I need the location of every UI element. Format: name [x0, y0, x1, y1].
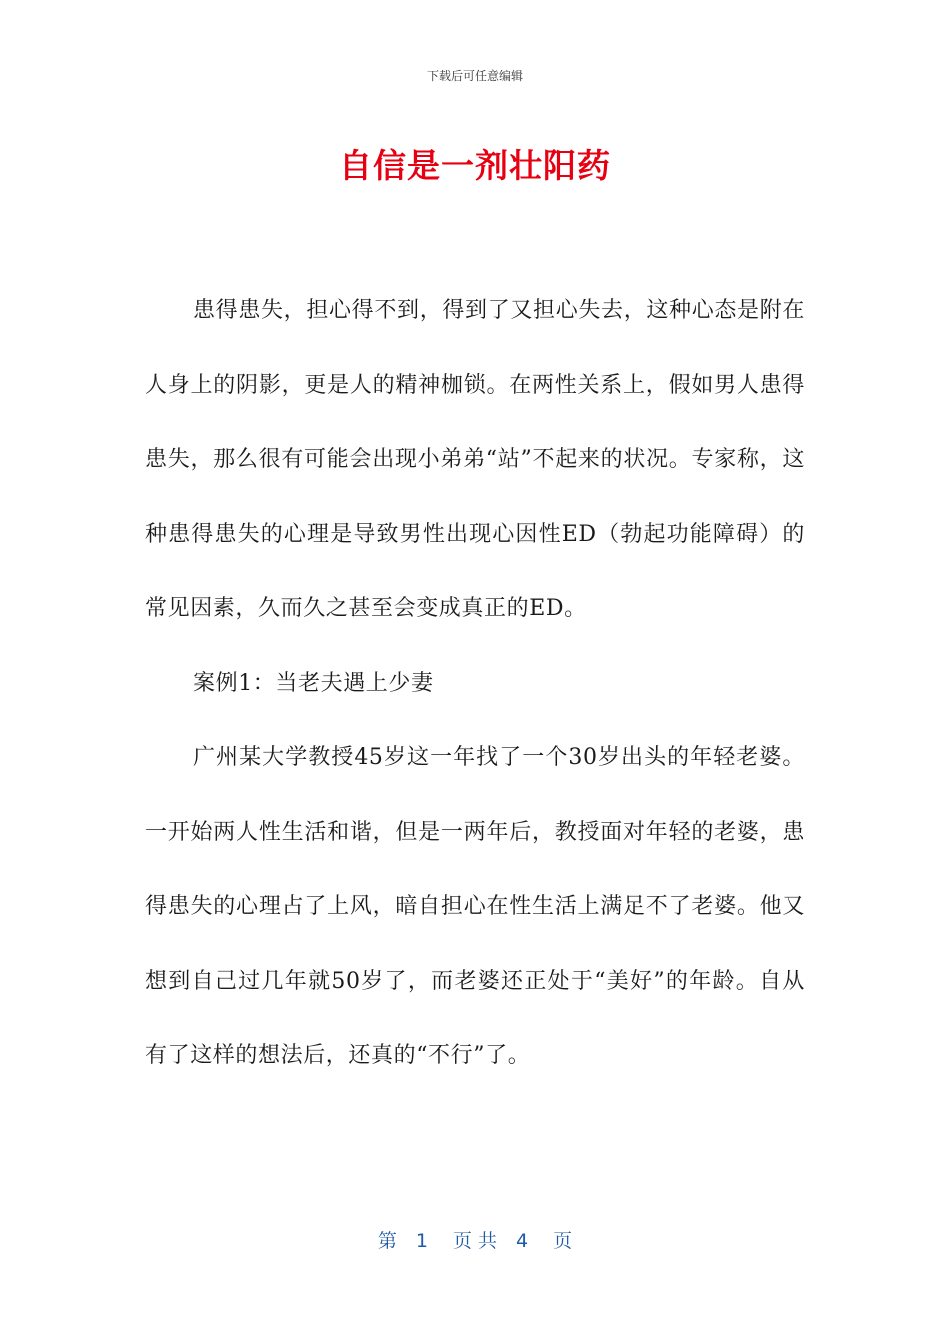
- document-body: [145, 274, 805, 1094]
- paragraph-case-heading: 案例1：当老夫遇上少妻: [193, 670, 434, 696]
- paragraph-case-body: 广州某大学教授45岁这一年找了一个30岁出头的年轻老婆。一开始两人性生活和谐，但是一两年后，教授面对年轻的老婆，患得患失的心理占了上风，暗自担心在性生活上满足不了老婆。他又想到自己过几年就50岁了，而老婆还正处于“美好”的年龄。自从有了这样的想法后，还真的“不行”了。: [145, 745, 805, 1068]
- document-title: 自信是一剂壮阳药: [339, 146, 611, 185]
- page-footer: 第 1 页 共 4 页: [377, 1230, 573, 1252]
- paragraph-intro: 患得患失，担心得不到，得到了又担心失去，这种心态是附在人身上的阴影，更是人的精神枷锁。在两性关系上，假如男人患得患失，那么很有可能会出现小弟弟“站”不起来的状况。专家称，这种患得患失的心理是导致男性出现心因性ED（勃起功能障碍）的常见因素，久而久之甚至会变成真正的ED。: [145, 298, 805, 621]
- header-note: 下载后可任意编辑: [426, 69, 523, 83]
